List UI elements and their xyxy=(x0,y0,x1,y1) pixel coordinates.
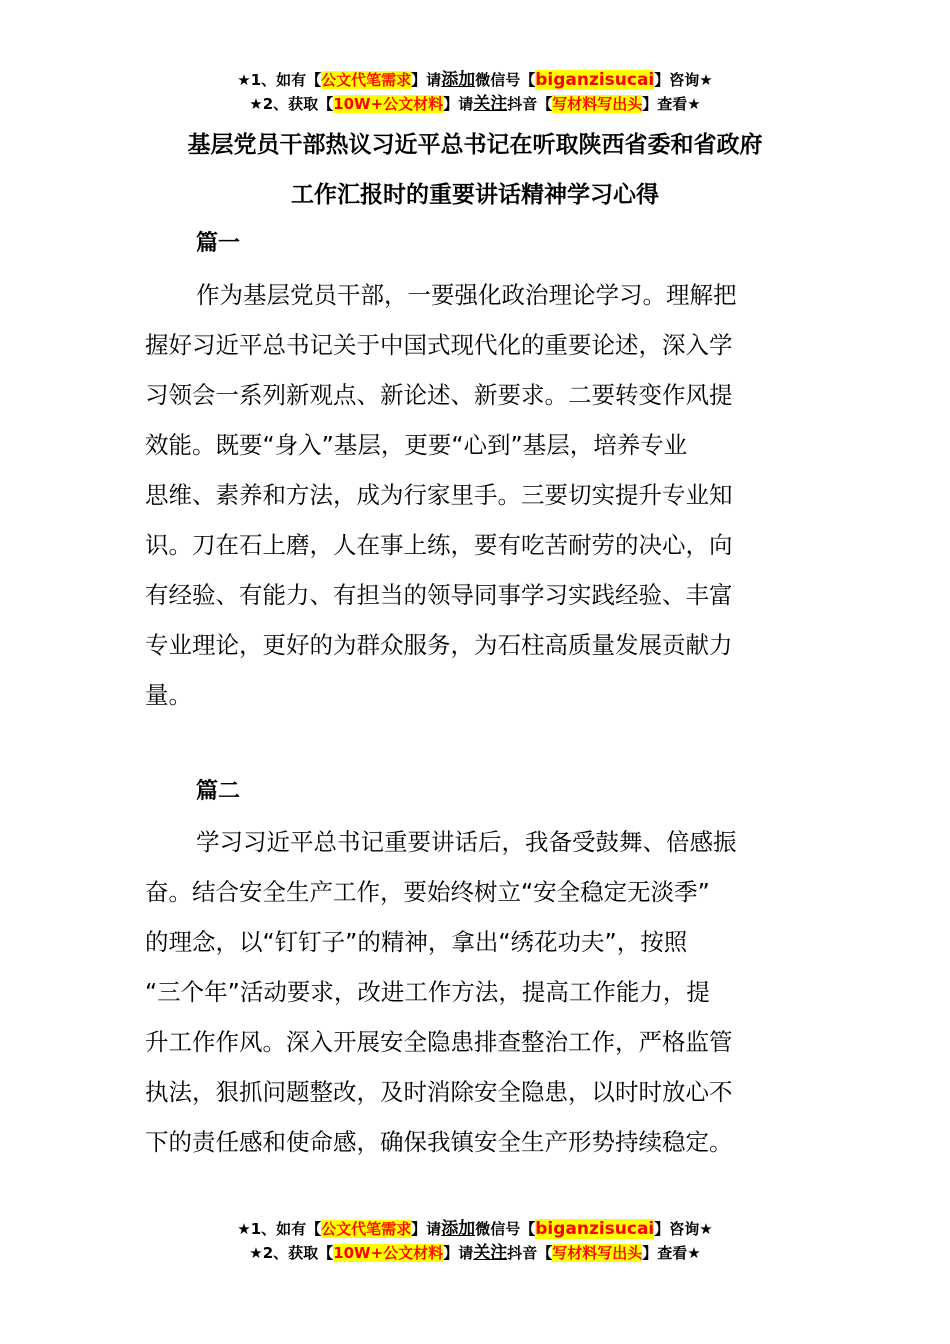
banner-text: 微信号【 xyxy=(475,1220,536,1238)
banner-emphasis-follow: 关注 xyxy=(473,1243,508,1263)
paragraph-line: “三个年”活动要求，改进工作方法，提高工作能力，提 xyxy=(145,978,710,1006)
banner-text: 】咨询★ xyxy=(654,1220,713,1238)
paragraph-line: 思维、素养和方法，成为行家里手。三要切实提升专业知 xyxy=(145,481,733,509)
title-line-1: 基层党员干部热议习近平总书记在听取陕西省委和省政府 xyxy=(187,132,763,158)
section-2-body xyxy=(145,817,810,1167)
banner-text: ★2、获取【 xyxy=(249,95,334,113)
banner-line-1 xyxy=(0,68,950,92)
banner-text: 抖音【 xyxy=(507,1244,553,1262)
paragraph-line: 专业理论，更好的为群众服务，为石柱高质量发展贡献力 xyxy=(145,631,733,659)
highlight-materials: 10W+公文材料 xyxy=(333,95,444,113)
banner-text: 微信号【 xyxy=(475,71,536,89)
paragraph-line: 升工作作风。深入开展安全隐患排查整治工作，严格监管 xyxy=(145,1028,733,1056)
banner-text: ★2、获取【 xyxy=(249,1244,334,1262)
paragraph-line: 效能。既要“身入”基层，更要“心到”基层，培养专业 xyxy=(145,431,688,459)
title-line-2: 工作汇报时的重要讲话精神学习心得 xyxy=(291,182,659,208)
banner-line-2 xyxy=(0,92,950,116)
banner-text: 抖音【 xyxy=(507,95,553,113)
paragraph-line: 的理念，以“钉钉子”的精神，拿出“绣花功夫”，按照 xyxy=(145,928,688,956)
paragraph-line: 习领会一系列新观点、新论述、新要求。二要转变作风提 xyxy=(145,381,733,409)
section-heading-2: 篇二 xyxy=(196,779,241,804)
paragraph-line: 握好习近平总书记关于中国式现代化的重要论述，深入学 xyxy=(145,331,733,359)
banner-emphasis-add: 添加 xyxy=(441,70,476,90)
banner-line-2 xyxy=(0,1241,950,1265)
highlight-douyin: 写材料写出头 xyxy=(552,1244,643,1262)
banner-text: 】请 xyxy=(411,71,442,89)
highlight-douyin: 写材料写出头 xyxy=(552,95,643,113)
highlight-service: 公文代笔需求 xyxy=(321,1220,412,1238)
footer-banner xyxy=(0,1217,950,1265)
banner-text: 】请 xyxy=(411,1220,442,1238)
banner-text: 】咨询★ xyxy=(654,71,713,89)
highlight-service: 公文代笔需求 xyxy=(321,71,412,89)
paragraph-line: 奋。结合安全生产工作，要始终树立“安全稳定无淡季” xyxy=(145,878,710,906)
highlight-wechat-id: biganzisucai xyxy=(535,1219,655,1239)
banner-emphasis-add: 添加 xyxy=(441,1219,476,1239)
highlight-wechat-id: biganzisucai xyxy=(535,70,655,90)
paragraph-line: 执法，狠抓问题整改，及时消除安全隐患，以时时放心不 xyxy=(145,1078,733,1106)
banner-text: ★1、如有【 xyxy=(237,71,322,89)
header-banner xyxy=(0,68,950,116)
highlight-materials: 10W+公文材料 xyxy=(333,1244,444,1262)
banner-text: 】请 xyxy=(443,1244,474,1262)
section-heading-1: 篇一 xyxy=(196,231,241,256)
paragraph-line: 学习习近平总书记重要讲话后，我备受鼓舞、倍感振 xyxy=(196,828,737,856)
paragraph-line: 作为基层党员干部，一要强化政治理论学习。理解把 xyxy=(196,281,737,309)
banner-emphasis-follow: 关注 xyxy=(473,94,508,114)
banner-text: 】请 xyxy=(443,95,474,113)
banner-text: ★1、如有【 xyxy=(237,1220,322,1238)
paragraph-line: 下的责任感和使命感，确保我镇安全生产形势持续稳定。 xyxy=(145,1128,733,1156)
paragraph-line: 量。 xyxy=(145,681,192,709)
paragraph-line: 有经验、有能力、有担当的领导同事学习实践经验、丰富 xyxy=(145,581,733,609)
document-title xyxy=(0,120,950,220)
banner-text: 】查看★ xyxy=(642,1244,701,1262)
paragraph-line: 识。刀在石上磨，人在事上练，要有吃苦耐劳的决心，向 xyxy=(145,531,733,559)
banner-text: 】查看★ xyxy=(642,95,701,113)
banner-line-1 xyxy=(0,1217,950,1241)
section-1-body xyxy=(145,270,810,720)
